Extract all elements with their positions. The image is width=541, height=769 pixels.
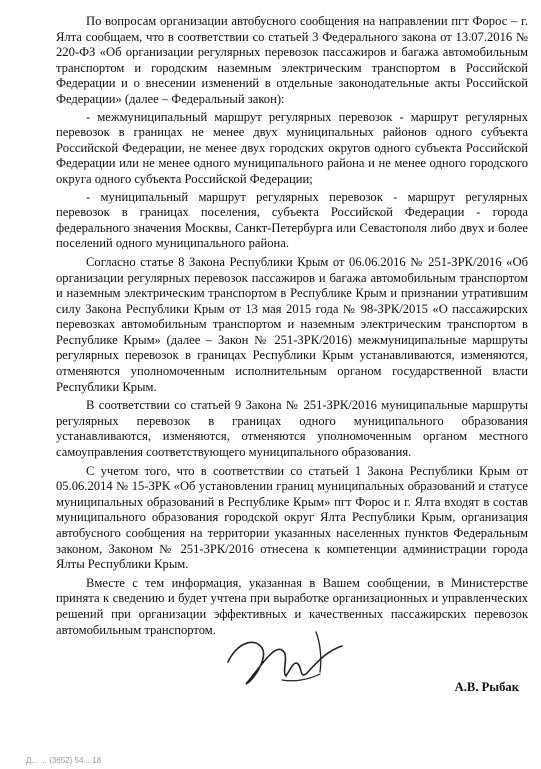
paragraph-article-9: В соответствии со статьей 9 Закона № 251-ЗРК/2016 муниципальные маршруты регулярных перевозок в границах одного муниципального образования устанавливаются, изменяются, отменяются уполномоченным органом местного самоуправления соответствующего муниципального образования. (56, 398, 528, 460)
letter-body (56, 14, 528, 638)
handwritten-signature (224, 622, 354, 694)
paragraph-intro: По вопросам организации автобусного сообщения на направлении пгт Форос – г. Ялта сообщаем, что в соответствии со статьей 3 Федерального закона от 13.07.2016 № 220-ФЗ «Об организации регулярных перевозок пассажиров и багажа автомобильным транспортом и городским наземным электрическим транспортом в Российской Федерации и о внесении изменений в отдельные законодательные акты Российской Федерации» (далее – Федеральный закон): (56, 14, 528, 106)
paragraph-conclusion: Вместе с тем информация, указанная в Вашем сообщении, в Министерстве принята к сведению и будет учтена при выработке организационных и управленческих решений при организации эффективных и качественных пассажирских перевозок автомобильным транспортом. (56, 575, 528, 637)
signer-name: А.В. Рыбак (454, 680, 519, 694)
paragraph-article-1: С учетом того, что в соответствии со статьей 1 Закона Республики Крым от 05.06.2014 № 15-ЗРК «Об установлении границ муниципальных образований и статусе муниципальных образований в Республике Крым» пгт Форос и г. Ялта входят в состав муниципального образования городской округ Ялта Республики Крым, организация автобусного сообщения на территории указанных населенных пунктов Федеральным законом, Законом № 251-ЗРК/2016 отнесена к компетенции администрации города Ялты Республики Крым. (56, 463, 528, 572)
footer-note: Д... ... (3652) 54... 18 (26, 756, 102, 765)
paragraph-definition-municipal: - муниципальный маршрут регулярных перевозок - маршрут регулярных перевозок в границах поселения, субъекта Российской Федерации - города федерального значения Москвы, Санкт-Петербурга или Севастополя либо двух и более поселений одного муниципального района. (56, 189, 528, 251)
paragraph-article-8: Согласно статье 8 Закона Республики Крым от 06.06.2016 № 251-ЗРК/2016 «Об организации регулярных перевозок пассажиров и багажа автомобильным транспортом и наземным электрическим транспортом в Республике Крым и признании утратившим силу Закона Республики Крым от 13 мая 2015 года № 98-ЗРК/2015 «О пассажирских перевозках автомобильным транспортом и наземным электрическим транспортом в Республике Крым» (далее – Закон № 251-ЗРК/2016) межмуниципальные маршруты регулярных перевозок в границах Республики Крым устанавливаются, изменяются, отменяются уполномоченным исполнительным органом государственной власти Республики Крым. (56, 254, 528, 394)
paragraph-definition-intermunicipal: - межмуниципальный маршрут регулярных перевозок - маршрут регулярных перевозок в границах не менее двух муниципальных районов одного субъекта Российской Федерации, не менее двух городских округов одного субъекта Российской Федерации или не менее одного муниципального района и не менее одного городского округа одного субъекта Российской Федерации; (56, 109, 528, 186)
